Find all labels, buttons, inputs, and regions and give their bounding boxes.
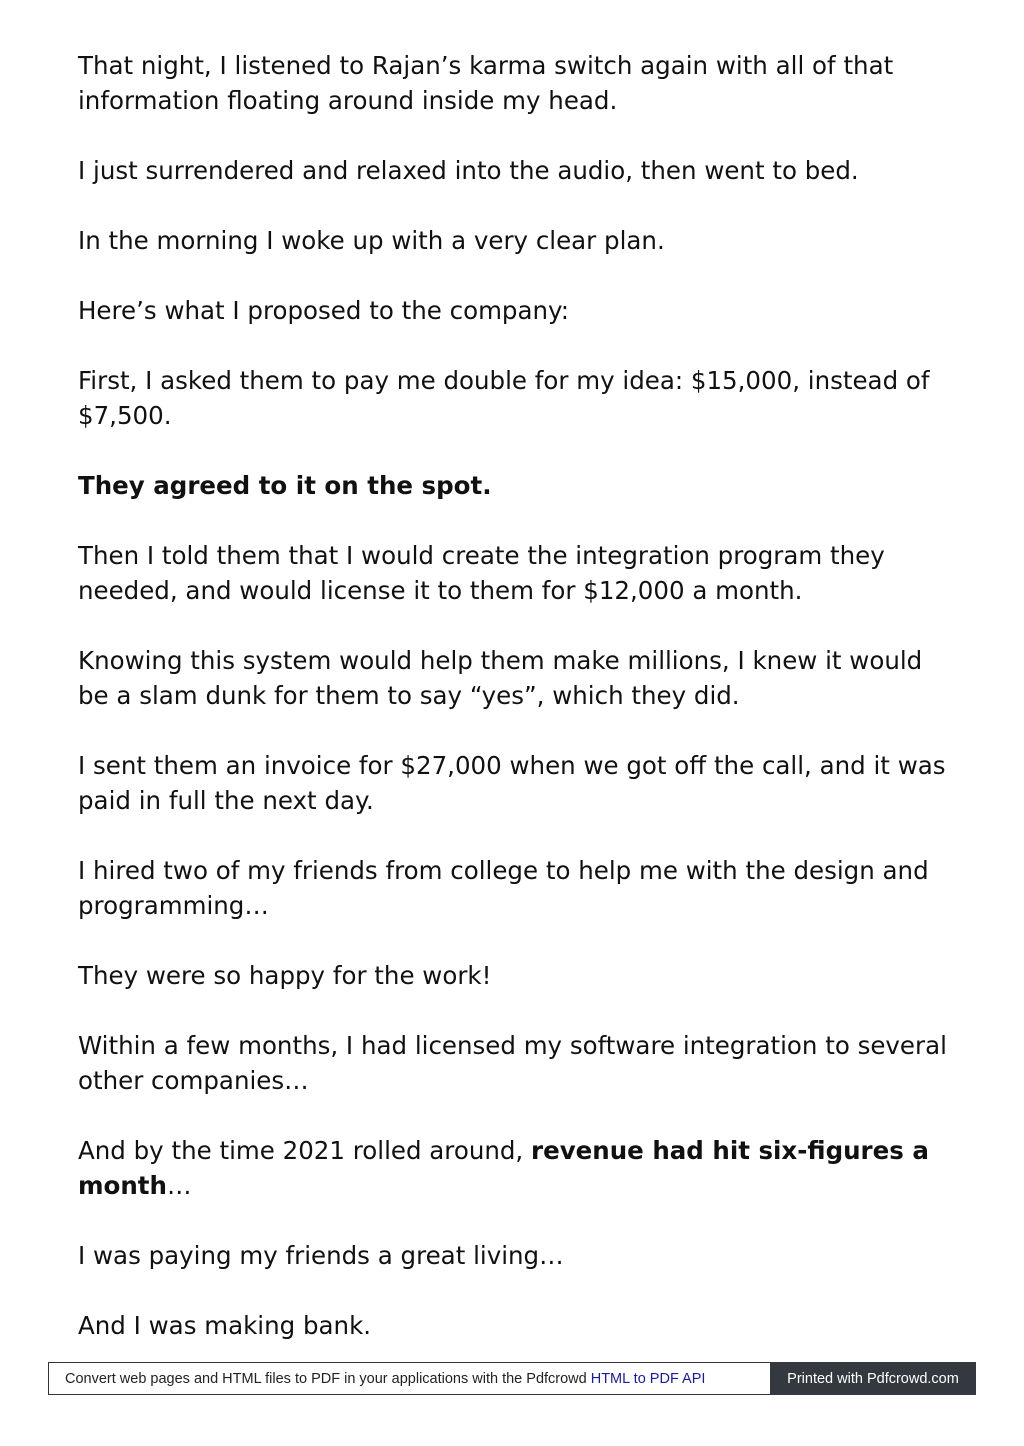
footer-text: Convert web pages and HTML files to PDF in your applications with the Pdfcrowd (65, 1370, 587, 1387)
bold-statement: They agreed to it on the spot. (78, 471, 492, 500)
paragraph: In the morning I woke up with a very clear plan. (78, 226, 665, 255)
paragraph: And I was making bank. (78, 1311, 372, 1340)
html-to-pdf-api-link[interactable]: HTML to PDF API (590, 1370, 706, 1387)
paragraph: First, I asked them to pay me double for my idea: $15,000, instead of $7,500. (78, 366, 930, 430)
paragraph-mixed (78, 1133, 958, 1203)
paragraph: I hired two of my friends from college to help me with the design and programming… (78, 856, 929, 920)
paragraph: They were so happy for the work! (78, 961, 492, 990)
bold-highlight: revenue had hit six-figures a month (78, 1136, 929, 1200)
footer-promo (48, 1362, 770, 1395)
paragraph-bold (78, 468, 958, 503)
pdfcrowd-footer (48, 1362, 976, 1395)
printed-with-badge[interactable]: Printed with Pdfcrowd.com (770, 1362, 976, 1395)
paragraph: I sent them an invoice for $27,000 when we got off the call, and it was paid in full the next day. (78, 751, 946, 815)
paragraph: I just surrendered and relaxed into the audio, then went to bed. (78, 156, 859, 185)
paragraph: Here’s what I proposed to the company: (78, 296, 569, 325)
paragraph: Within a few months, I had licensed my software integration to several other companies… (78, 1031, 947, 1095)
paragraph: Knowing this system would help them make millions, I knew it would be a slam dunk for them to say “yes”, which they did. (78, 646, 923, 710)
text-run: … (166, 1171, 192, 1200)
paragraph: Then I told them that I would create the integration program they needed, and would license it to them for $12,000 a month. (78, 541, 885, 605)
text-run: And by the time 2021 rolled around, (78, 1136, 532, 1165)
paragraph: That night, I listened to Rajan’s karma switch again with all of that information floating around inside my head. (78, 51, 894, 115)
document-body (78, 48, 958, 1378)
paragraph: I was paying my friends a great living… (78, 1241, 564, 1270)
